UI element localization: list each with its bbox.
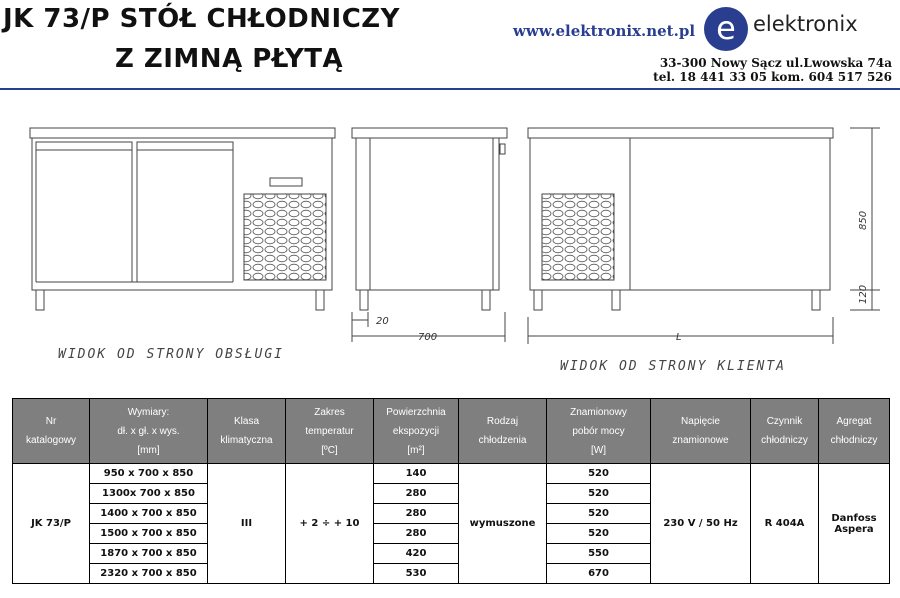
caption-client-view: WIDOK OD STRONY KLIENTA [560,359,787,374]
header-agregat: Agregat chłodniczy [819,399,890,464]
cell-pobor: 550 [547,544,651,564]
header-wymiary: Wymiary: dł. x gł. x wys. [mm] [90,399,208,464]
header-powierzchnia: Powierzchnia ekspozycji [m²] [374,399,459,464]
header-zakres: Zakres temperatur [ºC] [286,399,374,464]
cell-agregat: Danfoss Aspera [819,464,890,584]
header-rodzaj: Rodzaj chłodzenia [459,399,547,464]
dimension-length: L [676,332,682,343]
cell-rodzaj: wymuszone [459,464,547,584]
header-nr: Nr katalogowy [13,399,90,464]
cell-klasa: III [208,464,286,584]
cell-powierzchnia: 280 [374,504,459,524]
cell-wymiary: 1400 x 700 x 850 [90,504,208,524]
svg-text:e: e [716,9,736,47]
cell-powierzchnia: 530 [374,564,459,584]
cell-wymiary: 1870 x 700 x 850 [90,544,208,564]
cell-nr: JK 73/P [13,464,90,584]
header-divider [0,88,900,90]
header-napiecie: Napięcie znamionowe [651,399,751,464]
cell-czynnik: R 404A [751,464,819,584]
cell-wymiary: 950 x 700 x 850 [90,464,208,484]
cell-pobor: 520 [547,464,651,484]
dimension-700: 700 [418,332,438,343]
elektronix-logo-icon [703,6,749,52]
cell-powierzchnia: 280 [374,524,459,544]
cell-powierzchnia: 420 [374,544,459,564]
service-view [30,128,335,310]
cell-zakres: + 2 ÷ + 10 [286,464,374,584]
brand-name: elektronix [753,12,858,36]
phone-line: tel. 18 441 33 05 kom. 604 517 526 [653,70,892,84]
page-title-line2: Z ZIMNĄ PŁYTĄ [115,44,344,74]
page-title-line1: JK 73/P STÓŁ CHŁODNICZY [3,4,400,34]
specification-table [12,398,890,584]
client-view [528,128,880,344]
dimension-850: 850 [858,210,869,230]
side-view [352,128,507,342]
cell-pobor: 520 [547,524,651,544]
caption-service-view: WIDOK OD STRONY OBSŁUGI [58,347,285,362]
cell-pobor: 520 [547,504,651,524]
dimension-120: 120 [858,284,869,304]
header-pobor: Znamionowy pobór mocy [W] [547,399,651,464]
header-czynnik: Czynnik chłodniczy [751,399,819,464]
cell-powierzchnia: 280 [374,484,459,504]
dimension-20: 20 [376,316,389,327]
technical-drawing [0,92,900,392]
cell-pobor: 520 [547,484,651,504]
table-row [13,464,890,484]
header-klasa: Klasa klimatyczna [208,399,286,464]
address-line: 33-300 Nowy Sącz ul.Lwowska 74a [659,56,892,70]
cell-napiecie: 230 V / 50 Hz [651,464,751,584]
cell-wymiary: 1300x 700 x 850 [90,484,208,504]
table-header-row [13,399,890,464]
cell-wymiary: 1500 x 700 x 850 [90,524,208,544]
cell-powierzchnia: 140 [374,464,459,484]
cell-wymiary: 2320 x 700 x 850 [90,564,208,584]
cell-pobor: 670 [547,564,651,584]
website-link[interactable]: www.elektronix.net.pl [513,22,696,40]
